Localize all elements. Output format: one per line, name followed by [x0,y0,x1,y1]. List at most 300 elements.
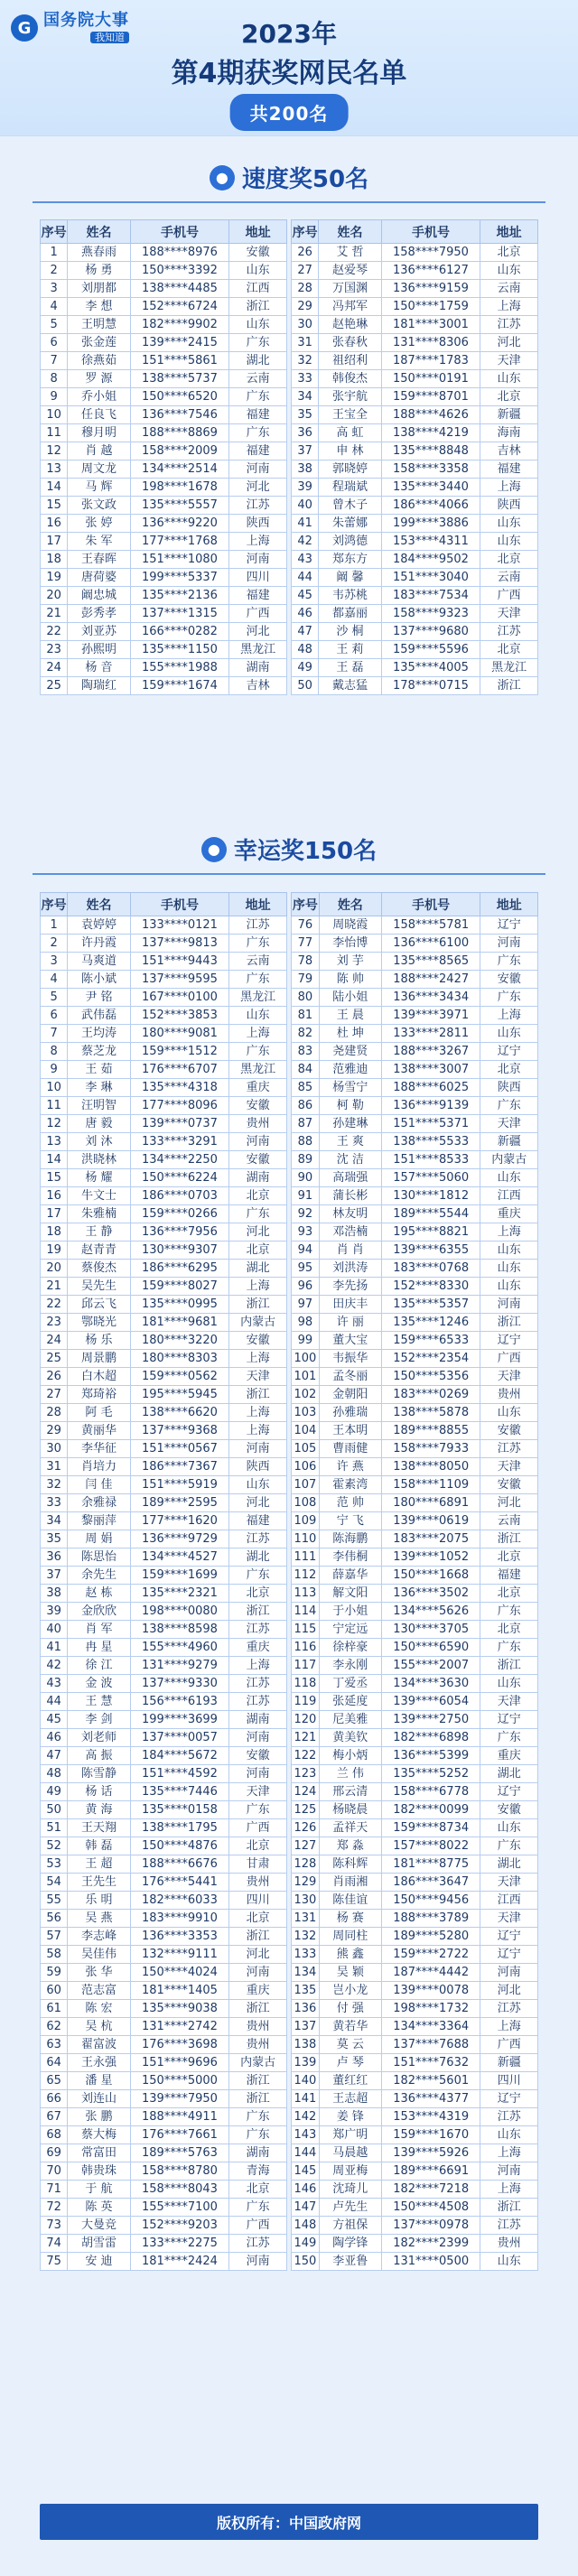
row-index: 140 [292,2072,320,2090]
phone-number: 151****8533 [381,1151,480,1169]
row-index: 55 [41,1892,68,1910]
phone-number: 150****6590 [381,1639,480,1657]
row-index: 83 [292,1043,320,1061]
region: 山东 [229,1476,287,1494]
region: 福建 [229,442,287,460]
phone-number: 157****8022 [381,1837,480,1855]
region: 新疆 [480,1133,538,1151]
winner-name: 许丹霞 [68,935,130,953]
region: 北京 [480,388,538,406]
region: 浙江 [480,1314,538,1332]
row-index: 50 [41,1801,68,1819]
region: 安徽 [480,1476,538,1494]
phone-number: 138****1795 [130,1819,229,1837]
region: 内蒙古 [229,1314,287,1332]
phone-number: 158****8780 [130,2162,229,2181]
table-row [292,1025,538,1043]
row-index: 61 [41,2000,68,2018]
table-row [41,1332,287,1350]
region: 江苏 [480,2000,538,2018]
table-row [292,1548,538,1567]
table-row [292,1007,538,1025]
phone-number: 177****1620 [130,1512,229,1530]
row-index: 39 [41,1603,68,1621]
winner-name: 刘连山 [68,2090,130,2108]
phone-number: 159****2722 [381,1946,480,1964]
luck-award-table-left [40,892,287,2271]
table-row [292,569,538,587]
row-index: 60 [41,1982,68,2000]
region: 贵州 [229,2018,287,2036]
winner-name: 蔡大梅 [68,2126,130,2144]
table-row [292,1386,538,1404]
phone-number: 166****0282 [130,623,229,641]
table-row [292,641,538,659]
phone-number: 155****1988 [130,659,229,677]
phone-number: 198****1678 [130,479,229,497]
phone-number: 181****3001 [381,316,480,334]
table-row [41,2036,287,2054]
table-row [41,1783,287,1801]
winner-name: 余雅禄 [68,1494,130,1512]
region: 浙江 [480,1530,538,1548]
row-index: 82 [292,1025,320,1043]
row-index: 110 [292,1530,320,1548]
region: 河北 [229,1223,287,1242]
row-index: 24 [41,659,68,677]
region: 内蒙古 [480,1151,538,1169]
row-index: 3 [41,280,68,298]
phone-number: 150****3392 [130,262,229,280]
region: 河南 [229,1765,287,1783]
row-index: 17 [41,533,68,551]
phone-number: 150****9456 [381,1892,480,1910]
region: 上海 [480,298,538,316]
phone-number: 180****3220 [130,1332,229,1350]
phone-number: 150****1668 [381,1567,480,1585]
region: 河北 [229,479,287,497]
row-index: 72 [41,2199,68,2217]
table-row [292,1603,538,1621]
row-index: 29 [292,298,319,316]
phone-number: 136****4377 [381,2090,480,2108]
region: 上海 [229,1350,287,1368]
winner-name: 王宝全 [319,406,381,424]
phone-number: 138****5878 [381,1404,480,1422]
row-index: 16 [41,1187,68,1205]
phone-number: 150****4876 [130,1837,229,1855]
row-index: 43 [292,551,319,569]
row-index: 25 [41,1350,68,1368]
table-row [292,605,538,623]
table-row [41,1657,287,1675]
region: 广西 [229,1819,287,1837]
phone-number: 135****2136 [130,587,229,605]
table-row [292,442,538,460]
table-row [292,1711,538,1729]
phone-number: 176****5441 [130,1874,229,1892]
table-row [41,1296,287,1314]
row-index: 35 [292,406,319,424]
winner-name: 唐荷婆 [68,569,130,587]
table-row [292,280,538,298]
row-index: 2 [41,935,68,953]
table-row [41,1711,287,1729]
phone-number: 150****4508 [381,2199,480,2217]
table-header-row [41,893,287,916]
phone-number: 135****2321 [130,1585,229,1603]
row-index: 123 [292,1765,320,1783]
phone-number: 134****2514 [130,460,229,479]
row-index: 50 [292,677,319,695]
region: 天津 [480,1115,538,1133]
winner-name: 吴佳伟 [68,1946,130,1964]
region: 广东 [480,1603,538,1621]
winner-name: 罗 源 [68,370,130,388]
winner-name: 徐 江 [68,1657,130,1675]
region: 北京 [229,1242,287,1260]
row-index: 35 [41,1530,68,1548]
row-index: 71 [41,2181,68,2199]
phone-number: 136****3434 [381,989,480,1007]
region: 天津 [480,1910,538,1928]
phone-number: 187****1783 [381,352,480,370]
table-row [41,2162,287,2181]
table-row [292,1350,538,1368]
row-index: 65 [41,2072,68,2090]
row-index: 118 [292,1675,320,1693]
region: 辽宁 [480,1928,538,1946]
phone-number: 178****0715 [381,677,480,695]
phone-number: 138****3007 [381,1061,480,1079]
winner-name: 张宇航 [319,388,381,406]
region: 湖北 [480,1765,538,1783]
winner-name: 赵艳琳 [319,316,381,334]
region: 江西 [229,280,287,298]
region: 安徽 [229,244,287,262]
row-index: 37 [292,442,319,460]
phone-number: 135****1246 [381,1314,480,1332]
phone-number: 151****3040 [381,569,480,587]
winner-name: 田庆丰 [319,1296,381,1314]
winner-name: 周景鹏 [68,1350,130,1368]
phone-number: 136****3353 [130,1928,229,1946]
phone-number: 151****5371 [381,1115,480,1133]
phone-number: 137****9595 [130,971,229,989]
phone-number: 136****9729 [130,1530,229,1548]
row-index: 128 [292,1855,320,1874]
region: 辽宁 [480,1332,538,1350]
winner-name: 金 波 [68,1675,130,1693]
winner-name: 白木超 [68,1368,130,1386]
row-index: 8 [41,370,68,388]
table-row [41,623,287,641]
row-index: 40 [292,497,319,515]
phone-number: 167****0100 [130,989,229,1007]
winner-name: 孟冬丽 [319,1368,381,1386]
region: 福建 [480,1567,538,1585]
winner-name: 韦振华 [319,1350,381,1368]
winner-name: 许 丽 [319,1314,381,1332]
winner-name: 李 剑 [68,1711,130,1729]
winner-name: 张 鹏 [68,2108,130,2126]
region: 浙江 [229,1928,287,1946]
phone-number: 150****1759 [381,298,480,316]
winner-name: 范雅迪 [319,1061,381,1079]
winner-name: 张 婷 [68,515,130,533]
row-index: 27 [292,262,319,280]
table-row [41,1242,287,1260]
winner-name: 于 航 [68,2181,130,2199]
winner-name: 都嘉丽 [319,605,381,623]
phone-number: 158****2009 [130,442,229,460]
region: 江苏 [480,2108,538,2126]
phone-number: 181****9681 [130,1314,229,1332]
region: 福建 [480,460,538,479]
table-row [41,1621,287,1639]
table-row [41,1530,287,1548]
region: 江西 [480,1187,538,1205]
winner-name: 卢 琴 [319,2054,381,2072]
region: 辽宁 [480,1783,538,1801]
table-row [292,2235,538,2253]
phone-number: 183****7534 [381,587,480,605]
region: 上海 [229,1657,287,1675]
phone-number: 130****3705 [381,1621,480,1639]
phone-number: 136****3502 [381,1585,480,1603]
row-index: 10 [41,1079,68,1097]
winner-name: 梅小炳 [319,1747,381,1765]
winner-name: 任良飞 [68,406,130,424]
winner-name: 吴先生 [68,1278,130,1296]
region: 北京 [229,1585,287,1603]
table-row [292,659,538,677]
region: 广东 [229,1205,287,1223]
phone-number: 151****7632 [381,2054,480,2072]
region: 广东 [480,953,538,971]
table-row [292,406,538,424]
row-index: 74 [41,2235,68,2253]
winner-name: 柯 勒 [319,1097,381,1115]
row-index: 45 [41,1711,68,1729]
table-row [41,1765,287,1783]
phone-number: 138****8598 [130,1621,229,1639]
table-row [292,1639,538,1657]
table-row [41,1747,287,1765]
region: 安徽 [229,1332,287,1350]
row-index: 150 [292,2253,320,2271]
table-row [292,1982,538,2000]
winner-name: 常富田 [68,2144,130,2162]
table-row [292,1837,538,1855]
winner-name: 韩俊杰 [319,370,381,388]
region: 北京 [229,2181,287,2199]
phone-number: 150****4024 [130,1964,229,1982]
region: 四川 [229,1892,287,1910]
region: 重庆 [229,1639,287,1657]
winner-name: 刘 芋 [319,953,381,971]
winner-name: 陈海鹏 [319,1530,381,1548]
table-row [41,479,287,497]
medal-icon: ● [210,165,235,191]
table-row [292,262,538,280]
region: 贵州 [229,1115,287,1133]
region: 浙江 [480,677,538,695]
winner-name: 林友明 [319,1205,381,1223]
region: 河南 [229,1133,287,1151]
phone-number: 139****0619 [381,1512,480,1530]
table-row [292,1061,538,1079]
region: 河南 [229,551,287,569]
table-row [41,677,287,695]
region: 江苏 [229,497,287,515]
region: 湖南 [229,1711,287,1729]
winner-name: 宁 飞 [319,1512,381,1530]
row-index: 32 [41,1476,68,1494]
winner-name: 祖绍利 [319,352,381,370]
winner-name: 陈科辉 [319,1855,381,1874]
phone-number: 182****2399 [381,2235,480,2253]
table-row [41,971,287,989]
table-row [41,370,287,388]
row-index: 21 [41,605,68,623]
row-index: 59 [41,1964,68,1982]
region: 广东 [480,1639,538,1657]
phone-number: 151****9443 [130,953,229,971]
table-row [292,551,538,569]
phone-number: 150****0191 [381,370,480,388]
row-index: 20 [41,587,68,605]
winner-name: 沈琦儿 [319,2181,381,2199]
region: 安徽 [480,1801,538,1819]
table-row [41,316,287,334]
phone-number: 182****6898 [381,1729,480,1747]
table-row [41,1476,287,1494]
region: 天津 [480,1458,538,1476]
region: 安徽 [480,1422,538,1440]
region: 海南 [480,424,538,442]
phone-number: 198****1732 [381,2000,480,2018]
table-row [292,1296,538,1314]
row-index: 135 [292,1982,320,2000]
medal-icon: ● [201,837,227,862]
row-index: 106 [292,1458,320,1476]
table-row [292,533,538,551]
winner-name: 金欣欣 [68,1603,130,1621]
region: 重庆 [480,1747,538,1765]
table-row [41,1314,287,1332]
phone-number: 188****3267 [381,1043,480,1061]
winner-name: 潘 星 [68,2072,130,2090]
table-row [41,1025,287,1043]
table-row [292,1530,538,1548]
page-title: 第4期获奖网民名单 [171,58,407,89]
region: 河南 [229,2253,287,2271]
table-row [41,442,287,460]
winner-name: 杨 话 [68,1783,130,1801]
region: 黑龙江 [229,641,287,659]
phone-number: 184****9502 [381,551,480,569]
winner-name: 孟祥天 [319,1819,381,1837]
region: 浙江 [229,2000,287,2018]
row-index: 18 [41,551,68,569]
table-row [41,280,287,298]
region: 广西 [480,1350,538,1368]
winner-name: 郑 淼 [319,1837,381,1855]
phone-number: 182****9902 [130,316,229,334]
row-index: 56 [41,1910,68,1928]
phone-number: 136****6127 [381,262,480,280]
region: 陕西 [480,1079,538,1097]
phone-number: 189****5763 [130,2144,229,2162]
winner-name: 周亚梅 [319,2162,381,2181]
winner-name: 肖雨湘 [319,1874,381,1892]
phone-number: 181****2424 [130,2253,229,2271]
phone-number: 183****9910 [130,1910,229,1928]
phone-number: 139****3971 [381,1007,480,1025]
region: 北京 [229,1837,287,1855]
row-index: 103 [292,1404,320,1422]
region: 四川 [229,569,287,587]
region: 青海 [229,2162,287,2181]
winner-name: 高 振 [68,1747,130,1765]
row-index: 7 [41,352,68,370]
winner-name: 王均涛 [68,1025,130,1043]
row-index: 31 [292,334,319,352]
table-row [41,1404,287,1422]
table-row [292,1278,538,1296]
winner-name: 卢先生 [319,2199,381,2217]
winner-name: 鄂晓光 [68,1314,130,1332]
row-index: 32 [292,352,319,370]
row-index: 34 [292,388,319,406]
table-row [41,2217,287,2235]
table-row [292,1567,538,1585]
winner-name: 阚 馨 [319,569,381,587]
row-index: 30 [41,1440,68,1458]
winner-name: 尹 铭 [68,989,130,1007]
row-index: 22 [41,623,68,641]
phone-number: 188****8976 [130,244,229,262]
region: 浙江 [480,2199,538,2217]
region: 广西 [229,2217,287,2235]
table-row [41,515,287,533]
row-index: 37 [41,1567,68,1585]
phone-number: 151****9696 [130,2054,229,2072]
winner-name: 乔小姐 [68,388,130,406]
winner-name: 黄若华 [319,2018,381,2036]
row-index: 93 [292,1223,320,1242]
winner-name: 宁定远 [319,1621,381,1639]
row-index: 45 [292,587,319,605]
row-index: 14 [41,479,68,497]
table-row [41,2018,287,2036]
winner-name: 黎丽萍 [68,1512,130,1530]
row-index: 113 [292,1585,320,1603]
row-index: 99 [292,1332,320,1350]
row-index: 3 [41,953,68,971]
winner-name: 张金莲 [68,334,130,352]
table-row [292,2162,538,2181]
winner-name: 张延度 [319,1693,381,1711]
row-index: 21 [41,1278,68,1296]
row-index: 97 [292,1296,320,1314]
phone-number: 159****1699 [130,1567,229,1585]
row-index: 24 [41,1332,68,1350]
phone-number: 158****7950 [381,244,480,262]
winner-name: 王 慧 [68,1693,130,1711]
region: 山东 [229,316,287,334]
